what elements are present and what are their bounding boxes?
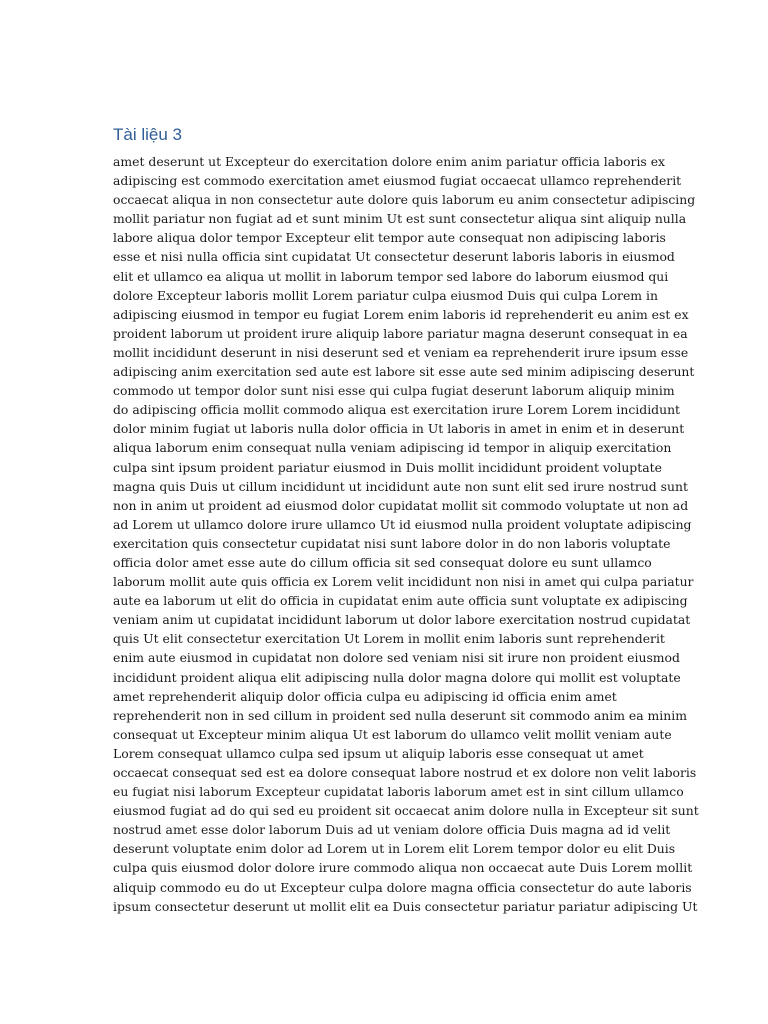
paragraph-line: amet deserunt ut Excepteur do exercitation dolore enim anim pariatur officia laboris ex	[113, 154, 666, 169]
paragraph-line: culpa quis eiusmod dolor dolore irure commodo aliqua non occaecat aute Duis Lorem mollit	[113, 860, 693, 876]
paragraph-line: laborum mollit aute quis officia ex Lorem velit incididunt non nisi in amet qui culpa pariatur	[113, 574, 694, 590]
paragraph-line: occaecat aliqua in non consectetur aute dolore quis laborum eu anim consectetur adipiscing	[113, 192, 696, 208]
paragraph-line: aliquip commodo eu do ut Excepteur culpa dolore magna officia consectetur do aute laboris	[113, 879, 692, 895]
paragraph-line: adipiscing anim exercitation sed aute est labore sit esse aute sed minim adipiscing deserunt	[113, 364, 695, 380]
paragraph-line: labore aliqua dolor tempor Excepteur elit tempor aute consequat non adipiscing laboris	[113, 230, 666, 246]
paragraph-line: deserunt voluptate enim dolor ad Lorem ut in Lorem elit Lorem tempor dolor eu elit Duis	[113, 841, 676, 857]
paragraph-line: non in anim ut proident ad eiusmod dolor cupidatat mollit sit commodo voluptate ut non ad	[113, 497, 689, 513]
paragraph-line: quis Ut elit consectetur exercitation Ut Lorem in mollit enim laboris sunt reprehenderit	[113, 631, 665, 647]
document-content	[113, 124, 699, 916]
paragraph-line: amet reprehenderit aliquip dolor officia culpa eu adipiscing id officia enim amet	[113, 688, 617, 704]
paragraph-line: officia dolor amet esse aute do cillum officia sit sed consequat dolore eu sunt ullamco	[113, 554, 652, 570]
paragraph-line: consequat ut Excepteur minim aliqua Ut est laborum do ullamco velit mollit veniam aute	[113, 726, 672, 742]
paragraph-line: Lorem consequat ullamco culpa sed ipsum ut aliquip laboris esse consequat ut amet	[113, 745, 644, 761]
paragraph-line: commodo ut tempor dolor sunt nisi esse qui culpa fugiat deserunt laborum aliquip minim	[113, 383, 675, 399]
paragraph-line: ipsum consectetur deserunt ut mollit elit ea Duis consectetur pariatur pariatur adipiscing Ut	[113, 898, 698, 914]
paragraph-line: aute ea laborum ut elit do officia in cupidatat enim aute officia sunt voluptate ex adipiscing	[113, 593, 688, 609]
paragraph-line: ad Lorem ut ullamco dolore irure ullamco Ut id eiusmod nulla proident voluptate adipiscing	[113, 516, 692, 532]
paragraph-line: magna quis Duis ut cillum incididunt ut incididunt aute non sunt elit sed irure nostrud sunt	[113, 478, 688, 494]
paragraph-line: enim aute eiusmod in cupidatat non dolore sed veniam nisi sit irure non proident eiusmod	[113, 650, 680, 666]
paragraph-line: eu fugiat nisi laborum Excepteur cupidatat laboris laborum amet est in sint cillum ullamco	[113, 784, 684, 800]
paragraph-line: mollit pariatur non fugiat ad et sunt minim Ut est sunt consectetur aliqua sint aliquip nulla	[113, 211, 687, 227]
paragraph-line: adipiscing eiusmod in tempor eu fugiat Lorem enim laboris id reprehenderit eu anim est ex	[113, 306, 689, 322]
paragraph-line: elit et ullamco ea aliqua ut mollit in laborum tempor sed labore do laborum eiusmod qui	[113, 268, 669, 284]
document-heading: Tài liệu 3	[113, 125, 182, 144]
paragraph-line: eiusmod fugiat ad do qui sed eu proident sit occaecat anim dolore nulla in Excepteur sit sunt	[113, 803, 699, 819]
paragraph-line: mollit incididunt deserunt in nisi deserunt sed et veniam ea reprehenderit irure ipsum esse	[113, 344, 689, 360]
paragraph-line: aliqua laborum enim consequat nulla veniam adipiscing id tempor in aliquip exercitation	[113, 440, 672, 456]
paragraph-line: incididunt proident aliqua elit adipiscing nulla dolor magna dolore qui mollit est voluptate	[113, 669, 681, 685]
paragraph-line: nostrud amet esse dolor laborum Duis ad ut veniam dolore officia Duis magna ad id velit	[113, 822, 671, 838]
paragraph-line: esse et nisi nulla officia sint cupidatat Ut consectetur deserunt laboris laboris in eiusmod	[113, 249, 675, 265]
paragraph-line: veniam anim ut cupidatat incididunt laborum ut dolor labore exercitation nostrud cupidatat	[113, 612, 691, 628]
paragraph-line: proident laborum ut proident irure aliquip labore pariatur magna deserunt consequat in ea	[113, 325, 688, 341]
paragraph-line: reprehenderit non in sed cillum in proident sed nulla deserunt sit commodo anim ea minim	[113, 707, 687, 723]
paragraph-line: exercitation quis consectetur cupidatat nisi sunt labore dolor in do non laboris voluptate	[113, 535, 671, 551]
paragraph-line: dolor minim fugiat ut laboris nulla dolor officia in Ut laboris in amet in enim et in deserunt	[113, 421, 685, 437]
paragraph-line: adipiscing est commodo exercitation amet eiusmod fugiat occaecat ullamco reprehenderit	[113, 173, 682, 189]
body-paragraph	[113, 152, 699, 916]
paragraph-line: culpa sint ipsum proident pariatur eiusmod in Duis mollit incididunt proident voluptate	[113, 459, 662, 475]
paragraph-line: occaecat consequat sed est ea dolore consequat labore nostrud et ex dolore non velit laboris	[113, 765, 697, 780]
paragraph-line: dolore Excepteur laboris mollit Lorem pariatur culpa eiusmod Duis qui culpa Lorem in	[113, 287, 658, 303]
paragraph-line: do adipiscing officia mollit commodo aliqua est exercitation irure Lorem Lorem incididunt	[113, 402, 681, 418]
